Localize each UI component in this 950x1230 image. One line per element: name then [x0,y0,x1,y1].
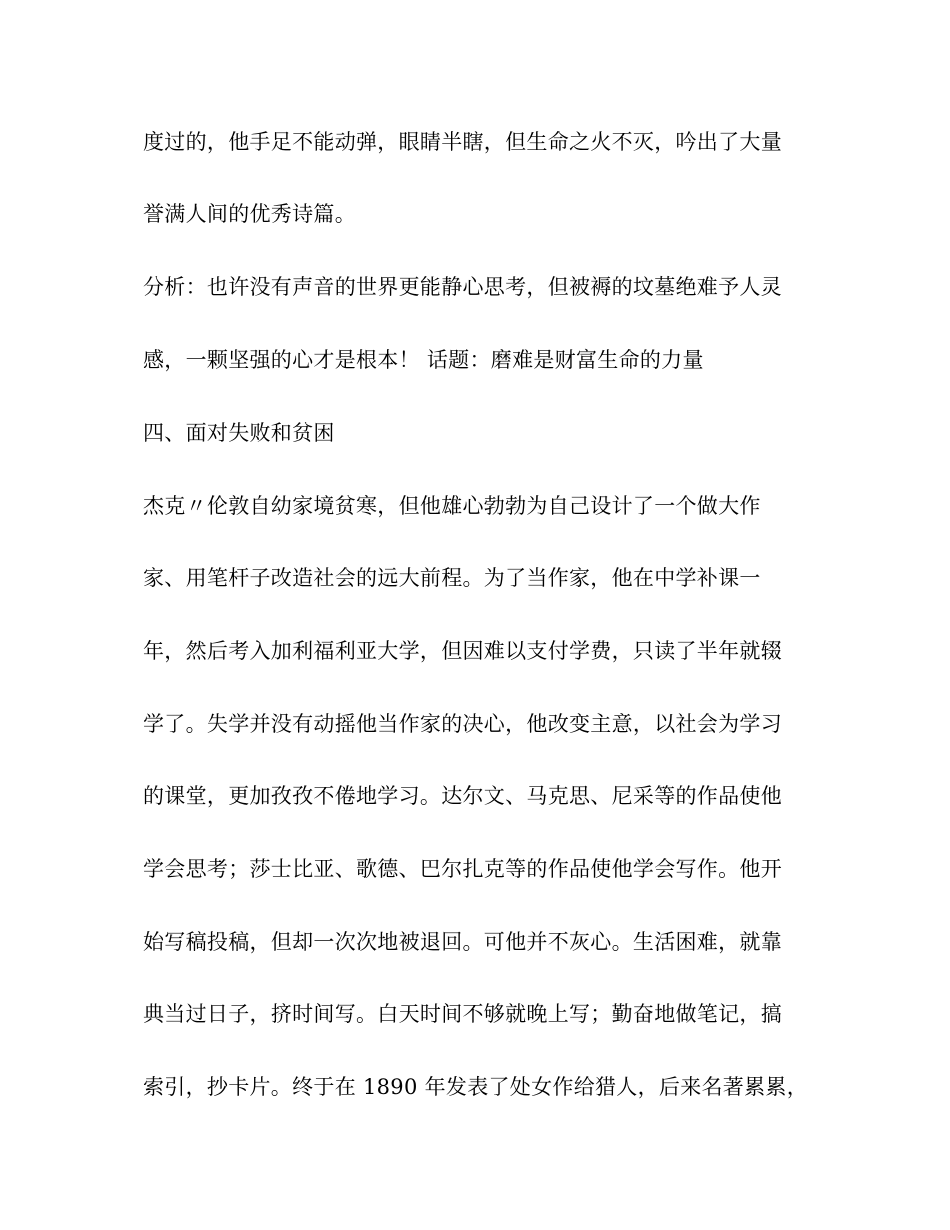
paragraph-line: 的课堂，更加孜孜不倦地学习。达尔文、马克思、尼采等的作品使他 [143,784,782,808]
section-heading: 四、面对失败和贫困 [143,421,335,445]
paragraph-line: 分析：也许没有声音的世界更能静心思考，但被褥的坟墓绝难予人灵 [143,275,782,299]
paragraph-line: 学会思考；莎士比亚、歌德、巴尔扎克等的作品使他学会写作。他开 [143,857,782,881]
paragraph-line: 感，一颗坚强的心才是根本！ 话题：磨难是财富生命的力量 [143,348,704,372]
paragraph-line: 度过的，他手足不能动弹，眼睛半瞎，但生命之火不灭，吟出了大量 [143,130,782,154]
paragraph-line: 家、用笔杆子改造社会的远大前程。为了当作家，他在中学补课一 [143,566,761,590]
paragraph-line: 年，然后考入加利福利亚大学，但因难以支付学费，只读了半年就辍 [143,639,782,663]
paragraph-line: 学了。失学并没有动摇他当作家的决心，他改变主意，以社会为学习 [143,712,782,736]
paragraph-line: 典当过日子，挤时间写。白天时间不够就晚上写；勤奋地做笔记，搞 [143,1002,782,1026]
paragraph-line: 索引，抄卡片。终于在 1890 年发表了处女作给猎人，后来名著累累， [143,1075,808,1099]
paragraph-line: 誉满人间的优秀诗篇。 [143,202,356,226]
paragraph-line: 杰克〃伦敦自幼家境贫寒，但他雄心勃勃为自己设计了一个做大作 [143,494,761,518]
paragraph-line: 始写稿投稿，但却一次次地被退回。可他并不灰心。生活困难，就靠 [143,930,782,954]
